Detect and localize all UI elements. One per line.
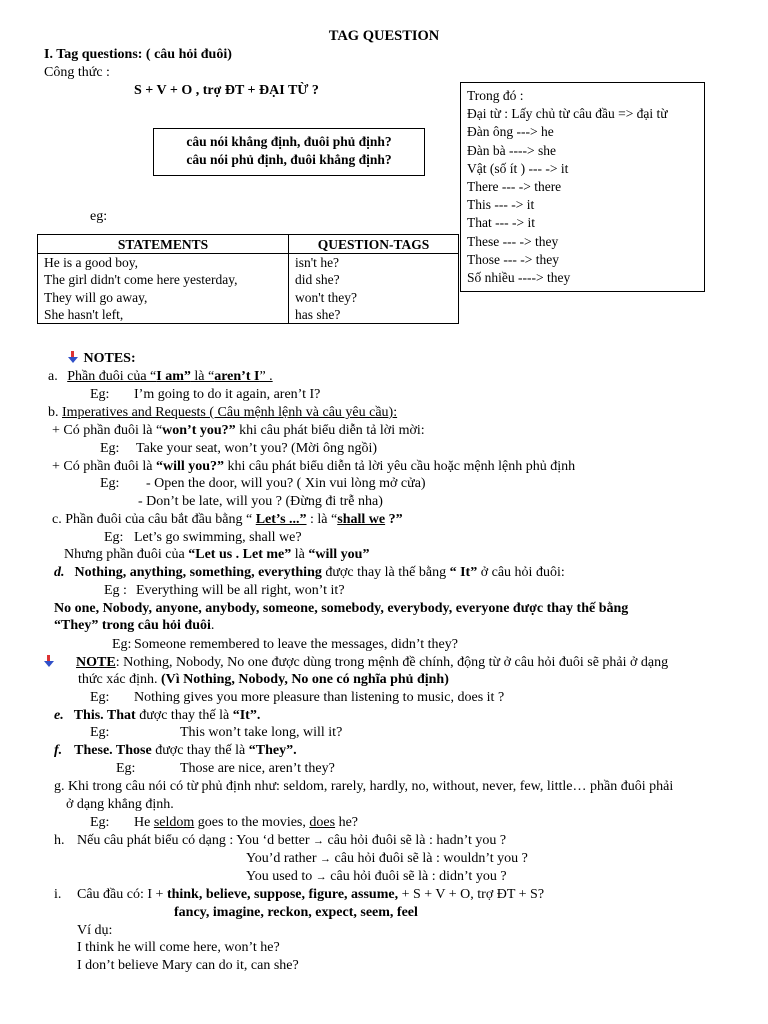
note-d-mid: được thay là thế bằng [321,565,450,580]
note-d-they-text: “They” trong câu hỏi đuôi [54,618,211,633]
note-b-label: b. [48,405,59,420]
reference-line: Đàn bà ----> she [467,142,556,158]
note-d-it: “ It” [449,565,478,580]
note-c-exception [64,546,369,563]
statement-cell: He is a good boy, [38,254,289,272]
right-arrow-icon: → [320,853,332,865]
arrow-bullet-icon [44,655,54,667]
note-i-example-1: I think he will come here, won’t he? [77,940,280,955]
pronoun-reference-box [460,82,705,292]
note-g-line-1: g. Khi trong câu nói có từ phủ định như: seldom, rarely, hardly, no, without, never, few, little… phần đuôi phải [54,779,674,794]
note-g-eg-post: he? [335,815,358,830]
formula-label: Công thức : [44,65,110,80]
note-i-example-2: I don’t believe Mary can do it, can she? [77,958,299,973]
note-f-example: Those are nice, aren’t they? [180,761,335,776]
note-c-lets: Let’s ...” [255,512,307,527]
note-d-post: ở câu hỏi đuôi: [477,565,565,580]
note-b-example-2a: - Open the door, will you? ( Xin vui lòng mở cửa) [146,476,426,491]
note-b-line-2-post: khi câu phát biểu diễn tả lời yêu cầu hoặc mệnh lệnh phủ định [224,459,576,474]
note-c-let-us-let-me: “Let us . Let me” [188,547,292,562]
note-f-mid: được thay thế là [151,743,249,758]
reference-line: Đàn ông ---> he [467,124,554,140]
note-d-bold-line-1: No one, Nobody, anyone, anybody, someone, somebody, everybody, everyone được thay thế bằng [54,601,629,616]
column-header-statements: STATEMENTS [38,235,289,254]
note-d-words: Nothing, anything, something, everything [74,565,322,580]
reference-line: These --- -> they [467,233,559,249]
note-f [54,742,297,759]
right-arrow-icon: → [315,871,327,883]
reference-line: Đại từ : Lấy chủ từ câu đầu => đại từ [467,106,668,122]
note-d-period: . [210,618,215,633]
note-c-eg-label: Eg: [104,530,124,545]
note-b-example-2b: - Don’t be late, will you ? (Đừng đi trễ nha) [138,494,383,509]
note-g-eg-mid: goes to the movies, [194,815,310,830]
note-a-i-am: I am” [156,369,191,384]
note-i-line-1-pre: Câu đầu có: I + [77,887,167,902]
table-row [38,254,459,272]
note-d-eg2-label: Eg: [112,637,132,652]
note-a-example: I’m going to do it again, aren’t I? [134,387,321,402]
rule-box [153,128,425,176]
note-g-eg-pre: He [134,815,154,830]
eg-label: eg: [90,209,108,224]
note-i-line-1-post: + S + V + O, trợ ĐT + S? [398,887,545,902]
note-d-example-2: Someone remembered to leave the messages, didn’t they? [134,637,458,652]
note-c [52,511,403,528]
note-h-line-3-pre: You used to [246,869,316,884]
note-e-mid: được thay thế là [135,708,233,723]
note-h-line-3-post: câu hỏi đuôi sẽ là : didn’t you ? [326,869,507,884]
formula: S + V + O , trợ ĐT + ĐẠI TỪ ? [134,83,319,98]
note-b-wont-you: won’t you?” [162,423,236,438]
note-c-mid: : là “ [306,512,338,527]
note-a-text-post: ” . [259,369,273,384]
note-h-line-1-post: câu hỏi đuôi sẽ là : hadn’t you ? [324,833,507,848]
note-a-eg-label: Eg: [90,387,110,402]
note-label: NOTE [76,655,116,670]
note-b-line-2-pre: + Có phần đuôi là [52,459,156,474]
note-d-note [44,654,668,671]
note-b-line-1 [52,422,425,439]
note-d-example: Everything will be all right, won’t it? [136,583,345,598]
notes-heading: NOTES: [83,351,136,366]
reference-line: There --- -> there [467,179,562,195]
reference-line: Trong đó : [467,88,524,103]
note-c-example: Let’s go swimming, shall we? [134,530,302,545]
notes-heading-row [68,350,136,367]
note-g-line-2: ở dạng khẳng định. [66,797,174,812]
tag-cell: won't they? [289,288,459,305]
reference-line: Vật (số ít ) --- -> it [467,160,569,176]
reference-line: Số nhiều ----> they [467,270,571,286]
arrow-bullet-icon [68,351,78,363]
note-e-it: “It”. [232,708,261,723]
note-b [48,404,397,421]
note-b-eg2-label: Eg: [100,476,120,491]
statement-cell: She hasn't left, [38,306,289,324]
note-d-eg3-label: Eg: [90,690,110,705]
note-a-text-mid: là “ [190,369,215,384]
note-c-pre: c. Phần đuôi của câu bắt đầu bằng “ [52,512,256,527]
note-text: : Nothing, Nobody, No one được dùng trong mệnh đề chính, động từ ở câu hỏi đuôi sẽ phải ở dạng [115,655,669,670]
note-e [54,707,260,724]
note-line-2-pre: thức xác định. [78,672,162,687]
note-b-line-2 [52,458,575,475]
note-e-example: This won’t take long, will it? [180,725,343,740]
note-a-arent-i: aren’t I [214,369,260,384]
note-c-but-pre: Nhưng phần đuôi của [64,547,189,562]
rule-line-2: câu nói phủ định, đuôi khẳng định? [186,152,392,167]
note-h-line-3 [246,868,507,886]
column-header-question-tags: QUESTION-TAGS [289,235,459,254]
note-e-label: e. [54,708,64,723]
note-d-note-line-2 [78,671,449,688]
note-h-line-2-post: câu hỏi đuôi sẽ là : wouldn’t you ? [331,851,528,866]
note-c-but-mid: là [291,547,309,562]
reference-line: Those --- -> they [467,251,559,267]
reference-line: This --- -> it [467,197,535,213]
note-f-words: These. Those [74,743,152,758]
note-g-does: does [309,815,336,830]
note-i-example-label: Ví dụ: [77,923,113,938]
note-a-text: Phần đuôi của “ [67,369,157,384]
note-g-seldom: seldom [153,815,195,830]
table-row [38,271,459,288]
note-e-words: This. That [73,708,136,723]
note-line-2-bold: (Vì Nothing, Nobody, No one có nghĩa phủ định) [161,672,449,687]
note-b-line-1-pre: + Có phần đuôi là “ [52,423,163,438]
tag-cell: did she? [289,271,459,288]
note-d-eg-label: Eg : [104,583,127,598]
note-g-eg-label: Eg: [90,815,110,830]
note-a [48,368,273,385]
table-row [38,306,459,324]
note-d-example-3: Nothing gives you more pleasure than listening to music, does it ? [134,690,505,705]
page-title: TAG QUESTION [328,28,440,44]
note-b-will-you: “will you?” [155,459,225,474]
note-f-they: “They”. [248,743,297,758]
tag-cell: isn't he? [289,254,459,272]
note-g-example [134,814,358,831]
note-b-example-1: Take your seat, won’t you? (Mời ông ngồi) [136,441,378,456]
tag-cell: has she? [289,306,459,324]
note-d [54,564,565,581]
note-f-label: f. [54,743,63,758]
note-h-line-1 [77,832,506,850]
note-i-label: i. [54,887,62,902]
note-f-eg-label: Eg: [116,761,136,776]
note-h-label: h. [54,833,65,848]
example-table [37,234,459,324]
note-e-eg-label: Eg: [90,725,110,740]
note-h-line-2-pre: You’d rather [246,851,321,866]
note-i-verbs-2: fancy, imagine, reckon, expect, seem, feel [174,905,418,920]
note-c-post: ?” [385,512,403,527]
note-b-eg1-label: Eg: [100,441,120,456]
note-a-label: a. [48,369,58,384]
statement-cell: They will go away, [38,288,289,305]
note-c-will-you: “will you” [308,547,370,562]
note-i-line-1 [77,886,544,903]
note-b-line-1-post: khi câu phát biểu diễn tả lời mời: [235,423,425,438]
statement-cell: The girl didn't come here yesterday, [38,271,289,288]
reference-line: That --- -> it [467,215,535,231]
note-b-title: Imperatives and Requests ( Câu mệnh lệnh và câu yêu cầu): [62,405,398,420]
note-h-line-2 [246,850,528,868]
section-heading: I. Tag questions: ( câu hỏi đuôi) [44,47,232,62]
note-d-bold-line-2 [54,617,214,634]
note-d-label: d. [54,565,65,580]
note-i-verbs-1: think, believe, suppose, figure, assume, [166,887,399,902]
note-h-line-1-pre: Nếu câu phát biểu có dạng : You ‘d better [77,833,313,848]
rule-line-1: câu nói khẳng định, đuôi phủ định? [186,134,392,149]
right-arrow-icon: → [313,835,324,847]
table-row [38,288,459,305]
note-c-shall-we: shall we [337,512,386,527]
